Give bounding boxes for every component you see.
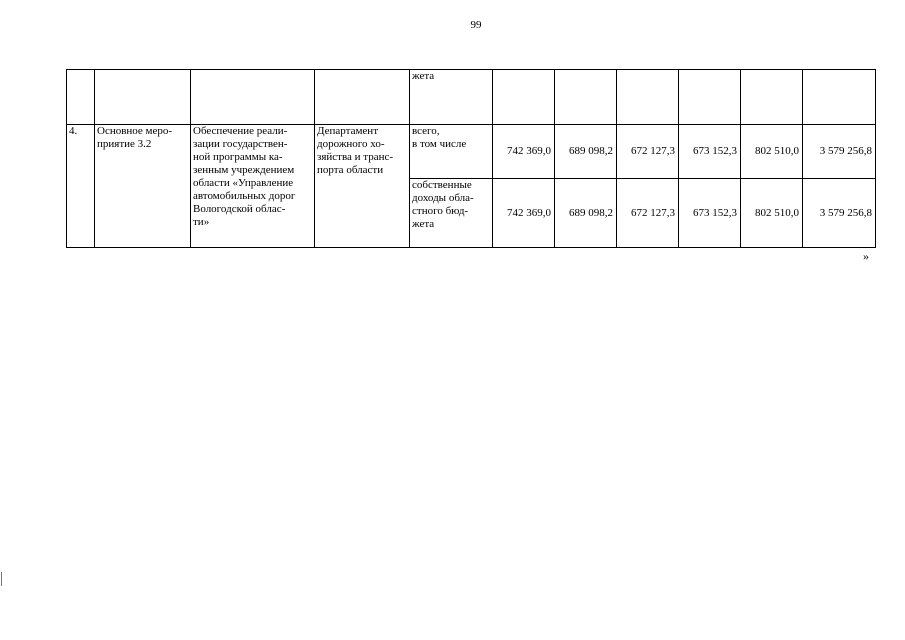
description-line: ти» <box>193 216 210 228</box>
table-cell <box>493 70 555 125</box>
value-cell: 689 098,2 <box>555 179 617 248</box>
description-line: зенным учреждением <box>193 164 295 176</box>
value-cell: 742 369,0 <box>493 125 555 179</box>
funding-source-cell <box>410 125 493 179</box>
table-cell <box>191 70 315 125</box>
description-line: автомобильных дорог <box>193 190 296 202</box>
funding-source-line: в том числе <box>412 138 467 150</box>
table-row-measure-total <box>67 125 876 179</box>
table-cell <box>617 70 679 125</box>
funding-source-cell <box>410 70 493 125</box>
value-cell: 672 127,3 <box>617 179 679 248</box>
row-index-cell <box>67 125 95 248</box>
funding-source-line: собственные <box>412 179 472 191</box>
budget-table <box>66 69 876 248</box>
table-cell <box>315 70 410 125</box>
measure-name-cell <box>95 125 191 248</box>
value-cell: 802 510,0 <box>741 179 803 248</box>
closing-quote: » <box>863 249 869 263</box>
table-row-carryover <box>67 70 876 125</box>
executor-line: зяйства и транс- <box>317 151 394 163</box>
value-cell: 689 098,2 <box>555 125 617 179</box>
funding-source-line: всего, <box>412 125 440 137</box>
value-cell-total: 3 579 256,8 <box>803 179 876 248</box>
description-line: области «Управление <box>193 177 294 189</box>
measure-description-cell <box>191 125 315 248</box>
description-line: Обеспечение реали- <box>193 125 288 137</box>
funding-source-line: жета <box>412 218 435 230</box>
value-cell: 742 369,0 <box>493 179 555 248</box>
value-cell: 673 152,3 <box>679 179 741 248</box>
funding-source-line: доходы обла- <box>412 192 474 204</box>
funding-source-line: стного бюд- <box>412 205 469 217</box>
table-cell <box>741 70 803 125</box>
table-cell <box>555 70 617 125</box>
executor-line: Департамент <box>317 125 379 137</box>
funding-source-line: жета <box>412 70 435 82</box>
measure-name-line: Основное меро- <box>97 125 173 137</box>
table-cell <box>679 70 741 125</box>
executor-line: дорожного хо- <box>317 138 385 150</box>
value-cell: 673 152,3 <box>679 125 741 179</box>
description-line: зации государствен- <box>193 138 288 150</box>
value-cell: 802 510,0 <box>741 125 803 179</box>
table-cell <box>803 70 876 125</box>
description-line: ной программы ка- <box>193 151 283 163</box>
value-cell-total: 3 579 256,8 <box>803 125 876 179</box>
executor-line: порта области <box>317 164 384 176</box>
measure-name-line: приятие 3.2 <box>97 138 152 150</box>
scan-edge-mark <box>1 572 5 586</box>
page-number: 99 <box>470 19 482 31</box>
table-cell <box>95 70 191 125</box>
funding-source-cell <box>410 179 493 248</box>
description-line: Вологодской облас- <box>193 203 286 215</box>
value-cell: 672 127,3 <box>617 125 679 179</box>
executor-cell <box>315 125 410 248</box>
row-index: 4. <box>69 125 78 137</box>
table-cell <box>67 70 95 125</box>
